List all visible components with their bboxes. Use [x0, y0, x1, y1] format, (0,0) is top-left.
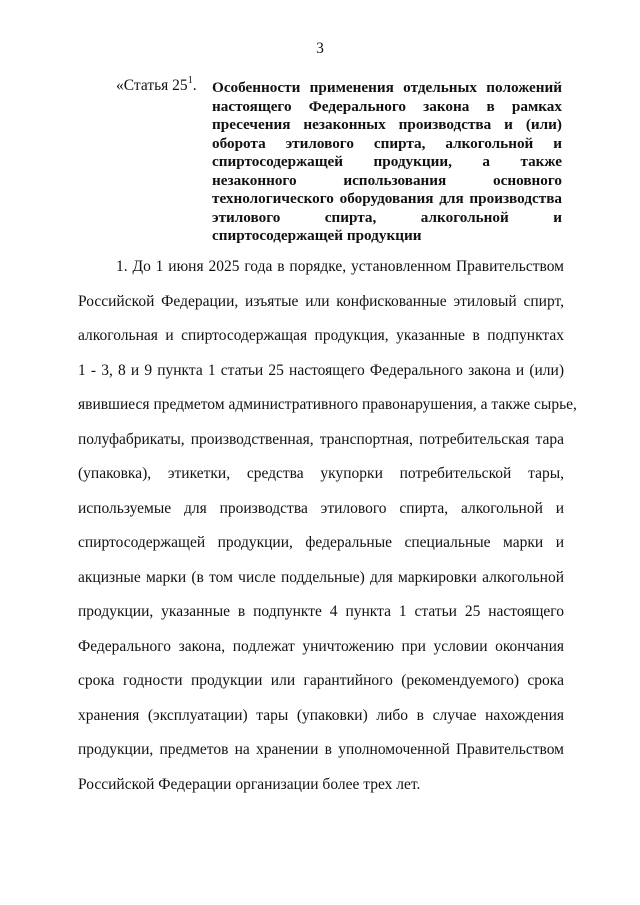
article-title-line: Особенности применения отдельных положений [212, 79, 562, 96]
article-title-line: спиртосодержащей продукции [212, 227, 422, 244]
article-title-line: настоящего Федерального закона в рамках [212, 97, 562, 115]
paragraph-line: явившиеся предметом административного правонарушения, а также сырье, [78, 396, 577, 413]
paragraph-line: Российской Федерации организации более трех лет. [78, 775, 421, 793]
article-label-suffix: . [192, 77, 197, 94]
paragraph-line: Российской Федерации, изъятые или конфискованные этиловый спирт, [78, 292, 564, 310]
article-title-line: незаконного использования основного [212, 171, 562, 189]
paragraph-line: срока годности продукции или гарантийного (рекомендуемого) срока [78, 672, 564, 689]
paragraph-line: акцизные марки (в том числе поддельные) для маркировки алкогольной [78, 568, 564, 586]
article-title-line: этилового спирта, алкогольной и [212, 208, 562, 226]
article-title [212, 79, 562, 246]
article-title-line: спиртосодержащей продукции, а также [212, 153, 562, 170]
paragraph-line: продукции, указанные в подпункте 4 пункта 1 статьи 25 настоящего [78, 603, 564, 620]
article-title-line: технологического оборудования для производства [212, 190, 562, 207]
paragraph-line: 1 - 3, 8 и 9 пункта 1 статьи 25 настоящего Федерального закона и (или) [78, 361, 564, 379]
paragraph-line: спиртосодержащей продукции, федеральные специальные марки и [78, 534, 564, 551]
article-label-superscript: 1 [187, 75, 193, 86]
article-title-line: оборота этилового спирта, алкогольной и [212, 134, 562, 152]
paragraph-line: полуфабрикаты, производственная, транспортная, потребительская тара [78, 430, 564, 448]
paragraph-line: (упаковка), этикетки, средства укупорки потребительской тары, [78, 465, 564, 482]
paragraph-line: продукции, предметов на хранении в уполномоченной Правительством [78, 741, 564, 758]
paragraph-line: алкогольная и спиртосодержащая продукция, указанные в подпунктах [78, 327, 564, 344]
paragraph-line: 1. До 1 июня 2025 года в порядке, установленном Правительством [116, 258, 564, 275]
article-label-text: «Статья 25 [116, 77, 188, 94]
paragraph-line: хранения (эксплуатации) тары (упаковки) либо в случае нахождения [78, 706, 564, 724]
article-label [116, 77, 197, 95]
article-title-line: пресечения незаконных производства и (или) [212, 116, 562, 133]
paragraph-line: используемые для производства этилового спирта, алкогольной и [78, 499, 564, 517]
paragraph-line: Федерального закона, подлежат уничтожению при условии окончания [78, 637, 564, 655]
paragraph-1 [78, 252, 577, 804]
page-number: 3 [316, 40, 324, 57]
